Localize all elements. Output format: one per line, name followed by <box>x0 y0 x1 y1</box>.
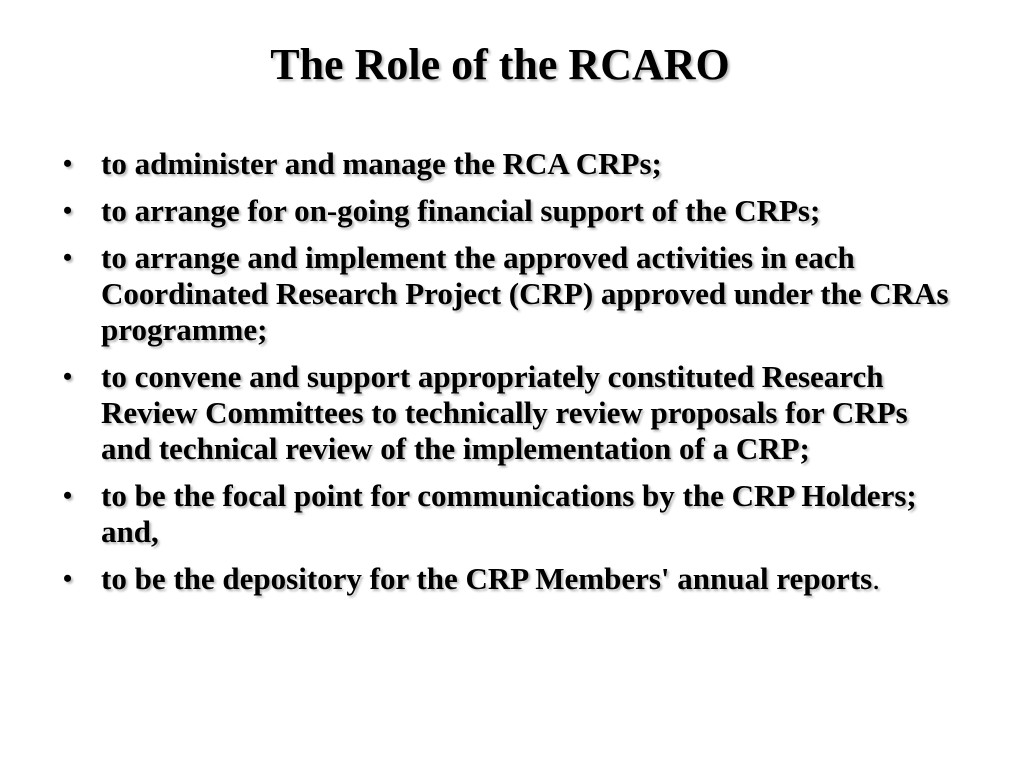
bullet-icon: • <box>63 362 73 391</box>
slide-title: The Role of the RCARO <box>270 40 730 89</box>
bullet-text: to arrange and implement the approved activities in each Coordinated Research Project (CRP) approved under the CRAs programme; <box>101 240 949 347</box>
bullet-text: to be the depository for the CRP Members' annual reports <box>101 561 873 596</box>
bullet-item <box>60 146 965 182</box>
bullet-item <box>60 240 965 348</box>
bullet-icon: • <box>63 149 73 178</box>
bullet-text: to be the focal point for communications by the CRP Holders; and, <box>101 478 917 549</box>
bullet-list <box>60 146 965 608</box>
bullet-item <box>60 359 965 467</box>
bullet-trailing-period: . <box>872 561 880 596</box>
bullet-item <box>60 478 965 550</box>
bullet-text: to convene and support appropriately constituted Research Review Committees to technically review proposals for CRPs and technical review of the implementation of a CRP; <box>101 359 908 466</box>
bullet-icon: • <box>63 243 73 272</box>
bullet-item <box>60 193 965 229</box>
bullet-icon: • <box>63 564 73 593</box>
bullet-text: to arrange for on-going financial support of the CRPs; <box>101 193 821 228</box>
bullet-item <box>60 561 965 597</box>
bullet-icon: • <box>63 481 73 510</box>
bullet-text: to administer and manage the RCA CRPs; <box>101 146 662 181</box>
bullet-icon: • <box>63 196 73 225</box>
